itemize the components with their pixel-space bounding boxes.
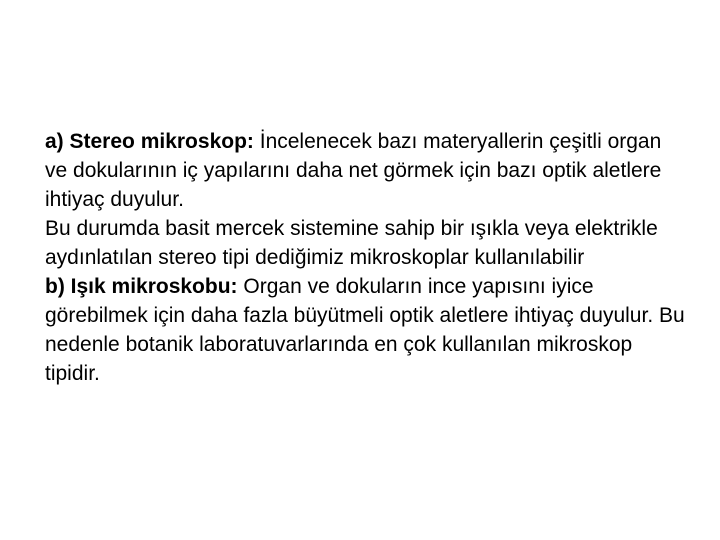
term-light-microscope: b) Işık mikroskobu: bbox=[45, 275, 238, 298]
definition-light-microscope: Organ ve dokuların ince yapısını iyice görebilmek için daha fazla büyütmeli optik aletlere ihtiyaç duyulur. Bu nedenle botanik laboratuvarlarında en çok kullanılan mikroskop tipidir. bbox=[45, 275, 685, 385]
paragraph-stereo-microscope bbox=[45, 127, 685, 214]
paragraph-light-microscope bbox=[45, 272, 685, 388]
body-text bbox=[45, 127, 685, 388]
term-stereo-microscope: a) Stereo mikroskop: bbox=[45, 130, 254, 153]
definition-stereo-microscope: İncelenecek bazı materyallerin çeşitli organ ve dokularının iç yapılarını daha net görmek için bazı optik aletlere ihtiyaç duyulur. bbox=[45, 130, 662, 211]
definition-stereo-usage: Bu durumda basit mercek sistemine sahip bir ışıkla veya elektrikle aydınlatılan stereo tipi dediğimiz mikroskoplar kullanılabilir bbox=[45, 217, 658, 269]
paragraph-stereo-usage bbox=[45, 214, 685, 272]
